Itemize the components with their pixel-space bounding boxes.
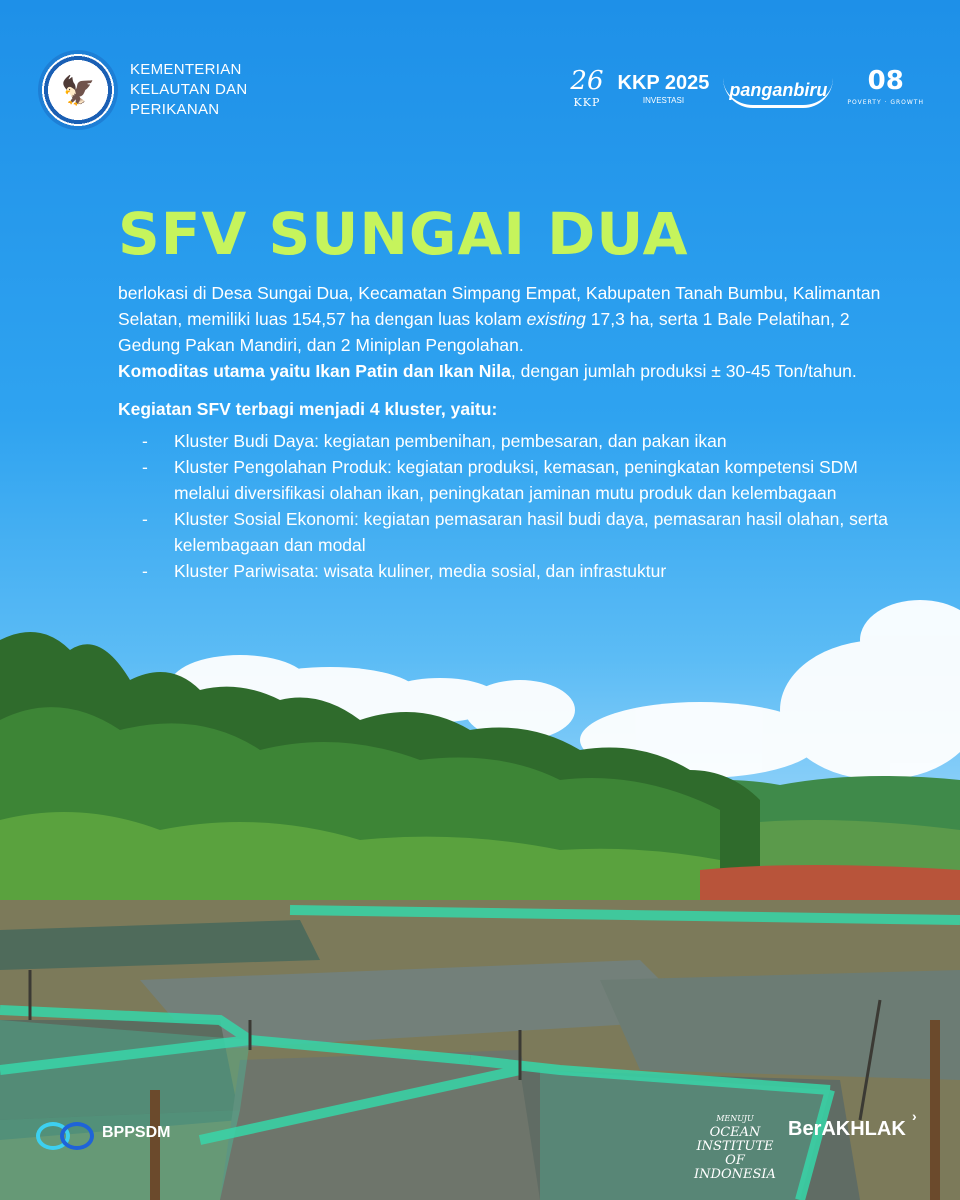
ministry-name <box>130 60 248 120</box>
garuda-emblem-icon: 🦅 <box>60 74 96 106</box>
location-paragraph <box>118 280 908 358</box>
commodity-text: , dengan jumlah produksi ± 30-45 Ton/tahun. <box>510 361 857 381</box>
kkp-26-logo-sub: KKP <box>573 96 601 109</box>
kkp-2025-logo-text: KKP 2025 <box>617 72 710 94</box>
ministry-name-line: PERIKANAN <box>130 101 220 118</box>
ministry-name-line: KEMENTERIAN <box>130 61 242 78</box>
ocean-prefix: MENUJU <box>716 1114 754 1123</box>
location-text-end: 17,3 ha, serta 1 Bale Pelatihan, 2 Gedung Pakan Mandiri, dan 2 Miniplan Pengolahan. <box>118 309 850 355</box>
bppsdm-logo-text: BPPSDM <box>102 1124 171 1141</box>
location-text: berlokasi di Desa Sungai Dua, Kecamatan Simpang Empat, Kabupaten Tanah Bumbu, Kalimantan Selatan, memiliki luas 154,57 ha dengan luas kolam <box>118 283 881 329</box>
fish-pond-landscape-image <box>0 600 960 1200</box>
panganbiru-logo: panganbiru <box>723 76 833 108</box>
infinity-loop-icon <box>36 1118 96 1148</box>
cluster-heading: Kegiatan SFV terbagi menjadi 4 kluster, yaitu: <box>118 399 498 419</box>
list-item: - Kluster Pariwisata: wisata kuliner, media sosial, dan infrastuktur <box>118 558 908 584</box>
ministry-emblem <box>38 50 118 130</box>
cluster-list <box>118 428 908 584</box>
berakhlak-logo <box>788 1108 917 1141</box>
brand-logos <box>570 66 924 114</box>
existing-word: existing <box>526 309 586 329</box>
list-item: - Kluster Sosial Ekonomi: kegiatan pemasaran hasil budi daya, pemasaran hasil olahan, serta kelembagaan dan modal <box>118 506 908 558</box>
bppsdm-logo <box>36 1118 170 1148</box>
asta-cita-08-logo-sub: POVERTY · GROWTH <box>847 99 924 106</box>
kkp-2025-logo <box>618 74 710 110</box>
ocean-institute-logo <box>690 1112 780 1182</box>
berakhlak-text: BerAKHLAK <box>788 1118 906 1140</box>
ministry-name-line: KELAUTAN DAN <box>130 81 248 98</box>
kkp-26-logo-text: 26 <box>570 66 604 96</box>
commodity-highlight: Komoditas utama yaitu Ikan Patin dan Ikan Nila <box>118 361 511 381</box>
list-item: - Kluster Pengolahan Produk: kegiatan produksi, kemasan, peningkatan kompetensi SDM melalui diversifikasi olahan ikan, peningkatan jaminan mutu produk dan kelembagaan <box>118 454 908 506</box>
kkp-2025-logo-sub: INVESTASI <box>642 96 685 105</box>
kkp-26-logo <box>570 66 604 114</box>
ministry-logo <box>38 50 248 130</box>
chevron-right-icon: › <box>912 1108 917 1124</box>
page-title: SFV SUNGAI DUA <box>118 200 689 268</box>
asta-cita-08-logo-text: 08 <box>867 66 904 96</box>
asta-cita-08-logo <box>847 66 924 114</box>
commodity-paragraph <box>118 358 908 384</box>
list-item: - Kluster Budi Daya: kegiatan pembenihan, pembesaran, dan pakan ikan <box>118 428 908 454</box>
description <box>118 280 908 584</box>
ocean-text: OCEAN INSTITUTE OF INDONESIA <box>694 1125 776 1182</box>
